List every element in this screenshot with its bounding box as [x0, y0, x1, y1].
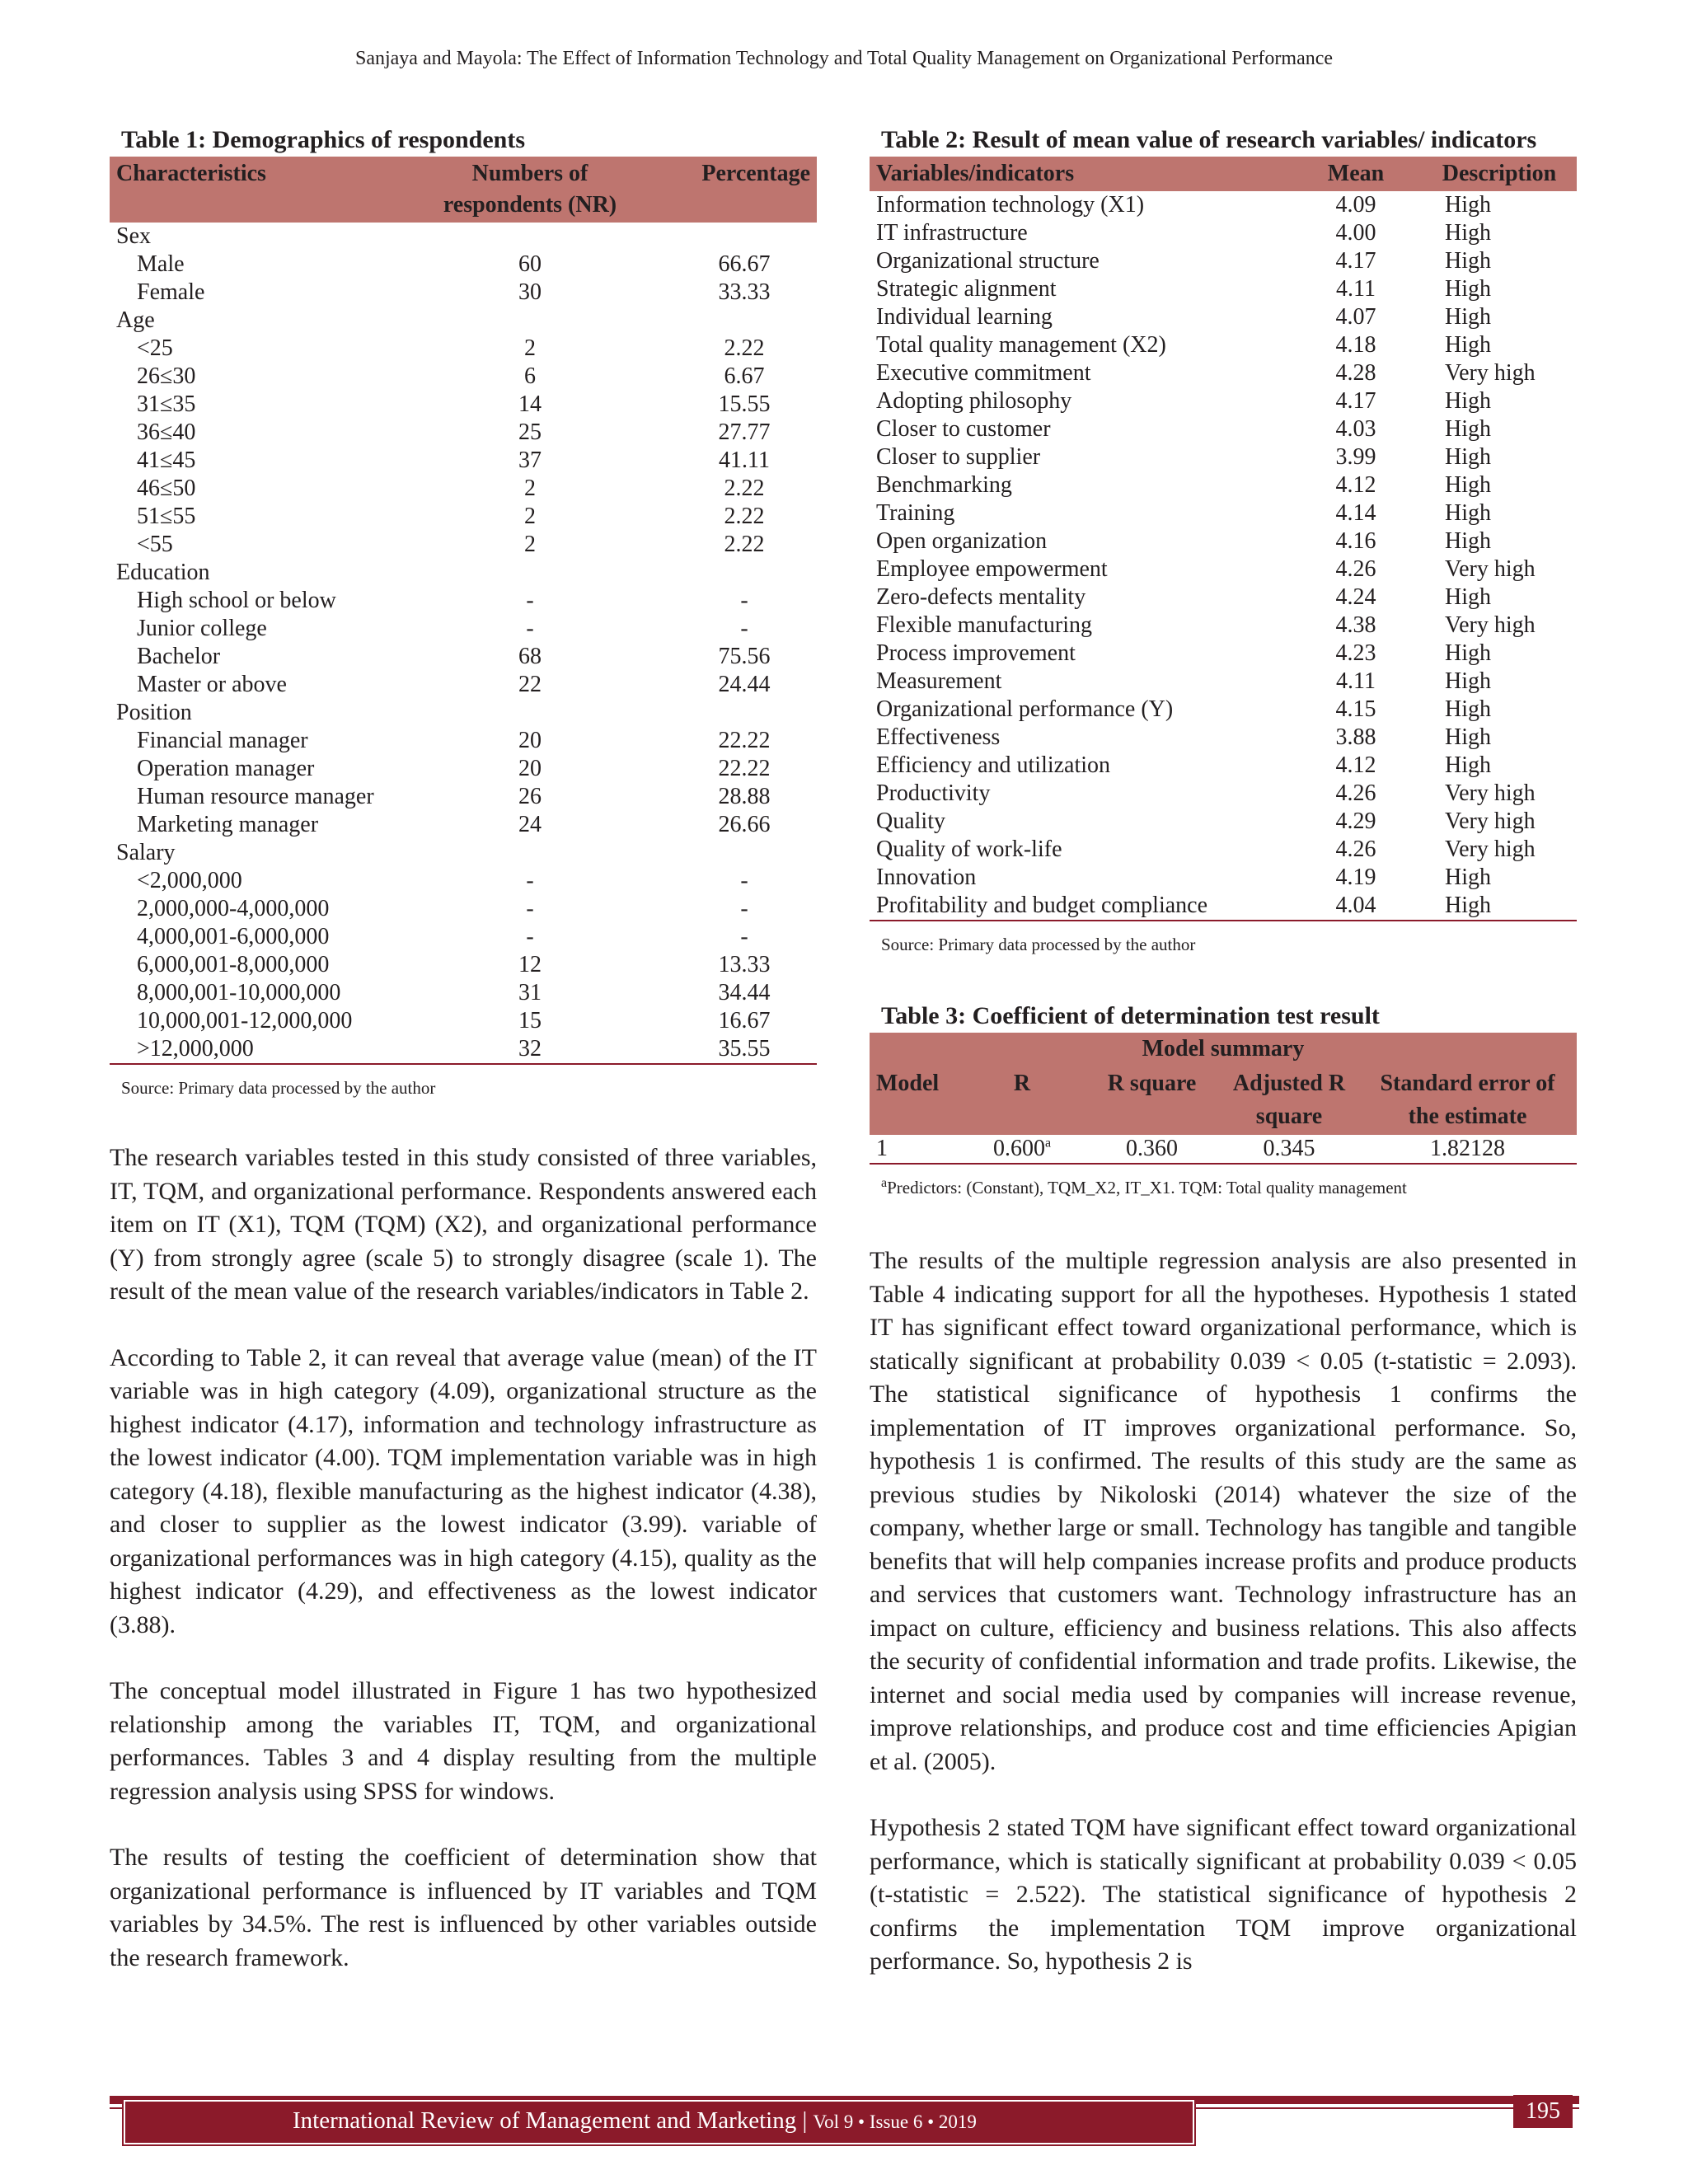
table-row — [870, 583, 1577, 612]
table-row — [870, 499, 1577, 527]
table2-cell-mean: 4.11 — [1336, 276, 1376, 302]
table1-cell-characteristic: 10,000,001-12,000,000 — [137, 1008, 353, 1033]
table1-cell-percentage: - — [740, 868, 748, 893]
table1-cell-percentage: 2.22 — [724, 504, 765, 529]
table1-cell-percentage — [629, 307, 817, 335]
table2-cell-description: High — [1445, 248, 1491, 274]
table2-cell-description: High — [1445, 472, 1491, 498]
table-row — [870, 303, 1577, 331]
table3-footnote: $^a$Predictors: (Constant), TQM_X2, IT_X1. TQM: Total quality management — [881, 1176, 1407, 1197]
table1-cell-characteristic: Operation manager — [137, 756, 315, 781]
table1-header-percentage: Percentage — [629, 157, 817, 223]
table-row — [870, 555, 1577, 583]
table2-cell-description: Very high — [1445, 612, 1536, 638]
table-row — [110, 335, 817, 363]
table1-cell-number: 20 — [518, 756, 542, 781]
table2-cell-mean: 4.16 — [1335, 528, 1376, 554]
table-row — [870, 892, 1577, 921]
table1-cell-number: 2 — [524, 504, 536, 529]
table-row — [110, 867, 817, 895]
table1-cell-percentage: 13.33 — [718, 952, 771, 977]
left-paragraph-3: The conceptual model illustrated in Figure 1 has two hypothesized relationship among the variables IT, TQM, and organizational performances. Tables 3 and 4 display resulting from the multiple regression analysis using SPSS for windows. — [110, 1677, 817, 1805]
table3-r-superscript: a — [1044, 1136, 1052, 1151]
table2-cell-description: High — [1445, 696, 1491, 722]
table2-cell-variable: Zero-defects mentality — [876, 584, 1086, 610]
table1-cell-characteristic: Female — [137, 279, 205, 305]
table2-source: Source: Primary data processed by the author — [881, 935, 1196, 954]
table2-cell-description: High — [1445, 640, 1491, 666]
coefficient-table — [870, 1033, 1577, 1165]
table2-cell-description: High — [1445, 332, 1491, 358]
table2-cell-variable: Information technology (X1) — [876, 192, 1145, 218]
table2-cell-description: High — [1445, 500, 1491, 526]
table1-cell-number: 26 — [518, 784, 542, 809]
table-row — [870, 471, 1577, 499]
table1-cell-percentage — [629, 559, 817, 587]
table2-cell-mean: 4.09 — [1335, 192, 1376, 218]
table2-cell-mean: 4.24 — [1335, 584, 1376, 610]
table1-cell-percentage: 22.22 — [718, 756, 771, 781]
table2-cell-variable: Benchmarking — [876, 472, 1012, 498]
table1-cell-number: 30 — [518, 279, 542, 305]
table1-cell-characteristic: Education — [116, 560, 210, 585]
table3-cell-std-error: 1.82128 — [1358, 1135, 1577, 1164]
table-row — [870, 696, 1577, 724]
table1-cell-characteristic: Salary — [116, 840, 176, 865]
table-row — [110, 307, 817, 335]
table2-cell-description: High — [1445, 528, 1491, 554]
table1-cell-percentage: 15.55 — [718, 391, 771, 417]
table2-cell-mean: 4.14 — [1335, 500, 1376, 526]
table-row — [870, 275, 1577, 303]
table1-cell-characteristic: 51≤55 — [137, 504, 196, 529]
table1-cell-percentage: - — [740, 616, 748, 641]
table1-cell-characteristic: <55 — [137, 532, 173, 557]
table-row — [870, 387, 1577, 415]
table1-cell-number: - — [526, 896, 534, 921]
table3-cell-r-square: 0.360 — [1084, 1135, 1220, 1164]
table-row — [110, 503, 817, 531]
table2-cell-mean: 4.03 — [1335, 416, 1376, 442]
table1-cell-percentage: 41.11 — [719, 448, 770, 473]
table-row — [110, 755, 817, 783]
table2-cell-mean: 4.04 — [1290, 892, 1422, 921]
table-row — [110, 811, 817, 839]
table1-cell-percentage — [629, 699, 817, 727]
table2-cell-mean: 4.29 — [1335, 808, 1376, 834]
table2-cell-description: High — [1445, 388, 1491, 414]
table1-cell-percentage: 2.22 — [724, 335, 765, 361]
table1-cell-characteristic: 41≤45 — [137, 448, 196, 473]
table1-cell-number: 2 — [524, 335, 536, 361]
table-row — [110, 979, 817, 1007]
table2-cell-mean: 4.17 — [1335, 248, 1376, 274]
table2-cell-description: High — [1445, 668, 1491, 694]
table2-cell-variable: Organizational performance (Y) — [876, 696, 1174, 722]
table-row — [870, 808, 1577, 836]
table1-cell-percentage: 35.55 — [629, 1035, 817, 1064]
table-row — [110, 727, 817, 755]
table2-cell-variable: Innovation — [876, 865, 977, 890]
table2-cell-description: High — [1445, 724, 1491, 750]
table1-cell-percentage: 75.56 — [718, 644, 771, 669]
table-row — [870, 191, 1577, 219]
table-row — [870, 415, 1577, 443]
table-row — [110, 391, 817, 419]
table2-cell-description: High — [1422, 892, 1577, 921]
table1-cell-number: 32 — [431, 1035, 629, 1064]
table2-cell-variable: Executive commitment — [876, 360, 1091, 386]
table1-cell-percentage: 66.67 — [718, 251, 771, 277]
table1-cell-number — [431, 839, 629, 867]
table1-cell-percentage: - — [740, 588, 748, 613]
table-row — [110, 251, 817, 279]
table3-cell-r: 0.600$^a$ — [960, 1135, 1084, 1164]
table-row — [870, 668, 1577, 696]
table-row — [110, 559, 817, 587]
table1-cell-percentage: 34.44 — [718, 980, 771, 1005]
table1-cell-characteristic: 4,000,001-6,000,000 — [137, 924, 330, 949]
table1-cell-number: 25 — [518, 419, 542, 445]
table2-cell-variable: Productivity — [876, 780, 991, 806]
table1-cell-number — [431, 699, 629, 727]
table-row — [110, 671, 817, 699]
table1-cell-percentage — [629, 839, 817, 867]
table1-cell-percentage: 16.67 — [718, 1008, 771, 1033]
table2-cell-description: High — [1445, 276, 1491, 302]
table-row — [870, 864, 1577, 892]
table1-cell-characteristic: Financial manager — [137, 728, 308, 753]
table2-cell-variable: Training — [876, 500, 955, 526]
table-row — [870, 752, 1577, 780]
table2-cell-mean: 4.26 — [1335, 556, 1376, 582]
right-paragraph-2: Hypothesis 2 stated TQM have significant effect toward organizational performance, which is statically significant at probability 0.039 < 0.05 (t-statistic = 2.522). The statistical significance of hypothesis 2 confirms the implementation TQM improve organizational performance. So, hypothesis 2 is — [870, 1814, 1577, 1975]
table2-cell-variable: Efficiency and utilization — [876, 752, 1111, 778]
table2-cell-mean: 3.99 — [1335, 444, 1376, 470]
table2-cell-variable: Closer to supplier — [876, 444, 1041, 470]
table1-cell-number: - — [526, 924, 534, 949]
table1-cell-number: 31 — [518, 980, 542, 1005]
table1-cell-number: - — [526, 616, 534, 641]
table1-cell-characteristic: >12,000,000 — [110, 1035, 431, 1064]
table2-cell-description: Very high — [1445, 808, 1536, 834]
table1-cell-characteristic: 46≤50 — [137, 476, 196, 501]
table1-cell-characteristic: Bachelor — [137, 644, 221, 669]
table2-caption: Table 2: Result of mean value of research variables/ indicators — [881, 126, 1537, 153]
table1-cell-characteristic: 8,000,001-10,000,000 — [137, 980, 341, 1005]
table1-cell-percentage: 2.22 — [724, 476, 765, 501]
table2-cell-mean: 4.26 — [1335, 837, 1376, 862]
table2-cell-description: Very high — [1445, 556, 1536, 582]
table2-cell-description: Very high — [1445, 780, 1536, 806]
table1-header-characteristics: Characteristics — [110, 157, 431, 223]
table2-cell-mean: 4.18 — [1335, 332, 1376, 358]
table2-cell-description: High — [1445, 192, 1491, 218]
table1-cell-number — [431, 559, 629, 587]
table2-cell-mean: 4.26 — [1335, 780, 1376, 806]
table-row — [110, 923, 817, 951]
left-paragraph-1: The research variables tested in this study consisted of three variables, IT, TQM, and organizational performance. Respondents answered each item on IT (X1), TQM (TQM) (X2), and organizational performance (Y) from strongly agree (scale 5) to strongly disagree (scale 1). The result of the mean value of the research variables/indicators in Table 2. — [110, 1144, 817, 1305]
table2-cell-mean: 4.12 — [1335, 472, 1376, 498]
table-row — [870, 359, 1577, 387]
table1-cell-characteristic: Marketing manager — [137, 812, 319, 837]
right-paragraph-1: The results of the multiple regression analysis are also presented in Table 4 indicating support for all the hypotheses. Hypothesis 1 stated IT has significant effect toward organizational performance, which is statically significant at probability 0.039 < 0.05 (t-statistic = 2.093). The statistical significance of hypothesis 1 confirms the implementation of IT improves organizational performance. So, hypothesis 1 is confirmed. The results of this study are the same as previous studies by Nikoloski (2014) whatever the size of the company, whether large or small. Technology has tangible and tangible benefits that will help companies increase profits and produce products and services that customers want. Technology infrastructure has an impact on culture, efficiency and business relations. This also affects the security of confidential information and trade profits. Likewise, the internet and social media used by companies will increase revenue, improve relationships, and produce cost and time efficiencies Apigian et al. (2005). — [870, 1247, 1577, 1775]
table2-cell-mean: 4.28 — [1335, 360, 1376, 386]
table2-cell-mean: 4.11 — [1336, 668, 1376, 694]
left-column — [110, 124, 817, 1975]
table-row — [870, 527, 1577, 555]
table2-cell-description: High — [1445, 752, 1491, 778]
table2-cell-variable: Strategic alignment — [876, 276, 1057, 302]
table1-cell-percentage: 27.77 — [718, 419, 771, 445]
table3-summary-label: Model summary — [870, 1033, 1577, 1066]
table1-cell-percentage: 28.88 — [718, 784, 771, 809]
table-row — [110, 447, 817, 475]
table1-cell-number: 68 — [518, 644, 542, 669]
table2-cell-variable: Open organization — [876, 528, 1048, 554]
table-row — [110, 615, 817, 643]
table1-cell-characteristic: 6,000,001-8,000,000 — [137, 952, 330, 977]
table-row — [110, 531, 817, 559]
footer-issue: Vol 9 • Issue 6 • 2019 — [813, 2111, 977, 2132]
table3-header-r: R — [960, 1066, 1084, 1135]
table-row — [870, 724, 1577, 752]
table1-caption: Table 1: Demographics of respondents — [121, 126, 526, 153]
table2-cell-mean: 4.19 — [1335, 865, 1376, 890]
table2-cell-variable: Organizational structure — [876, 248, 1100, 274]
table2-cell-variable: Closer to customer — [876, 416, 1051, 442]
left-paragraph-4: The results of testing the coefficient of determination show that organizational performance is influenced by IT variables and TQM variables by 34.5%. The rest is influenced by other variables outside the research framework. — [110, 1844, 817, 1971]
table-row — [870, 331, 1577, 359]
demographics-table — [110, 157, 817, 1065]
table-row — [110, 1035, 817, 1064]
footer-journal: International Review of Management and Marketing | Vol 9 • Issue 6 • 2019 — [293, 2107, 977, 2134]
table2-cell-mean: 4.23 — [1335, 640, 1376, 666]
left-paragraph-2: According to Table 2, it can reveal that average value (mean) of the IT variable was in high category (4.09), organizational structure as the highest indicator (4.17), information and technology infrastructure as the lowest indicator (4.00). TQM implementation variable was in high category (4.18), flexible manufacturing as the highest indicator (4.38), and closer to supplier as the lowest indicator (3.99). variable of organizational performances was in high category (4.15), quality as the highest indicator (4.29), and effectiveness as the lowest indicator (3.88). — [110, 1343, 817, 1638]
table1-cell-percentage: 2.22 — [724, 532, 765, 557]
table3-header-r-square: R square — [1084, 1066, 1220, 1135]
table2-cell-variable: Quality — [876, 808, 945, 834]
table-row — [110, 951, 817, 979]
table1-header-numbers: Numbers of respondents (NR) — [431, 157, 629, 223]
table-row — [110, 895, 817, 923]
table2-cell-description: Very high — [1445, 837, 1536, 862]
table1-cell-number: - — [526, 588, 534, 613]
table2-cell-variable: Individual learning — [876, 304, 1053, 330]
table1-cell-characteristic: High school or below — [137, 588, 336, 613]
table1-cell-characteristic: 36≤40 — [137, 419, 196, 445]
table1-cell-characteristic: Junior college — [137, 616, 267, 641]
table2-header-variables: Variables/indicators — [870, 157, 1290, 191]
table1-cell-number: 20 — [518, 728, 542, 753]
table1-cell-percentage: - — [740, 924, 748, 949]
table1-cell-percentage: 33.33 — [718, 279, 771, 305]
table-row — [110, 419, 817, 447]
table-row — [110, 587, 817, 615]
table-row — [110, 363, 817, 391]
table2-cell-mean: 4.17 — [1335, 388, 1376, 414]
table2-cell-variable: Quality of work-life — [876, 837, 1062, 862]
table1-cell-number: 15 — [518, 1008, 542, 1033]
table2-cell-variable: Total quality management (X2) — [876, 332, 1166, 358]
table1-cell-percentage: 6.67 — [724, 363, 765, 389]
table-row — [110, 223, 817, 251]
table2-cell-mean: 4.38 — [1335, 612, 1376, 638]
table2-cell-variable: IT infrastructure — [876, 220, 1028, 246]
table2-cell-variable: Process improvement — [876, 640, 1076, 666]
table1-cell-number: 6 — [524, 363, 536, 389]
table1-cell-number — [431, 307, 629, 335]
table-row — [870, 640, 1577, 668]
table1-cell-number: 37 — [518, 448, 542, 473]
table-row — [870, 836, 1577, 864]
table1-source: Source: Primary data processed by the author — [121, 1078, 436, 1098]
table2-cell-description: High — [1445, 304, 1491, 330]
table3-cell-adjusted: 0.345 — [1220, 1135, 1358, 1164]
table2-cell-variable: Measurement — [876, 668, 1002, 694]
table2-cell-description: High — [1445, 444, 1491, 470]
table2-cell-description: High — [1445, 416, 1491, 442]
table-row — [110, 699, 817, 727]
table1-cell-characteristic: Male — [137, 251, 185, 277]
table1-cell-number: 12 — [518, 952, 542, 977]
table1-cell-number: - — [526, 868, 534, 893]
table1-cell-number: 22 — [518, 672, 542, 697]
page-number: 195 — [1513, 2095, 1573, 2128]
table-row — [870, 780, 1577, 808]
table1-cell-characteristic: 2,000,000-4,000,000 — [137, 896, 330, 921]
table-row — [870, 1135, 1577, 1164]
table-row — [870, 612, 1577, 640]
table1-cell-number — [431, 223, 629, 251]
table-row — [110, 783, 817, 811]
table-row — [110, 839, 817, 867]
table1-cell-percentage: 22.22 — [718, 728, 771, 753]
mean-values-table — [870, 157, 1577, 921]
table1-cell-percentage — [629, 223, 817, 251]
table2-cell-variable: Effectiveness — [876, 724, 1001, 750]
table-row — [110, 643, 817, 671]
table1-cell-number: 24 — [518, 812, 542, 837]
table1-cell-characteristic: <25 — [137, 335, 173, 361]
table1-cell-characteristic: Age — [116, 307, 155, 333]
table1-cell-number: 14 — [518, 391, 542, 417]
table1-cell-characteristic: Human resource manager — [137, 784, 374, 809]
table-row — [870, 443, 1577, 471]
table2-cell-variable: Flexible manufacturing — [876, 612, 1093, 638]
table-row — [110, 475, 817, 503]
table2-header-mean: Mean — [1290, 157, 1422, 191]
table-row — [870, 219, 1577, 247]
table2-cell-description: High — [1445, 220, 1491, 246]
table1-cell-characteristic: Master or above — [137, 672, 287, 697]
right-column — [870, 124, 1577, 1979]
table1-cell-characteristic: Position — [116, 700, 192, 725]
table2-cell-description: High — [1445, 584, 1491, 610]
table3-header-std-error: Standard error of the estimate — [1358, 1066, 1577, 1135]
table2-cell-variable: Profitability and budget compliance — [870, 892, 1290, 921]
table3-header-adjusted: Adjusted R square — [1220, 1066, 1358, 1135]
table1-cell-number: 60 — [518, 251, 542, 277]
table-row — [870, 247, 1577, 275]
table1-cell-number: 2 — [524, 476, 536, 501]
table2-cell-variable: Adopting philosophy — [876, 388, 1072, 414]
table2-cell-mean: 4.15 — [1335, 696, 1376, 722]
table3-header-model: Model — [870, 1066, 960, 1135]
table3-caption: Table 3: Coefficient of determination test result — [881, 1002, 1380, 1029]
table1-cell-characteristic: <2,000,000 — [137, 868, 242, 893]
table2-cell-mean: 4.00 — [1335, 220, 1376, 246]
running-head: Sanjaya and Mayola: The Effect of Information Technology and Total Quality Management on Organizational Performance — [354, 48, 1334, 69]
table2-cell-description: Very high — [1445, 360, 1536, 386]
table1-cell-percentage: 24.44 — [718, 672, 771, 697]
table2-header-description: Description — [1422, 157, 1577, 191]
table1-cell-characteristic: 26≤30 — [137, 363, 196, 389]
table2-cell-variable: Employee empowerment — [876, 556, 1108, 582]
table1-cell-characteristic: 31≤35 — [137, 391, 196, 417]
table2-cell-mean: 4.07 — [1335, 304, 1376, 330]
table1-cell-percentage: 26.66 — [718, 812, 771, 837]
table1-cell-number: 2 — [524, 532, 536, 557]
table1-cell-percentage: - — [740, 896, 748, 921]
table2-cell-mean: 4.12 — [1335, 752, 1376, 778]
table-row — [110, 279, 817, 307]
table2-cell-description: High — [1445, 865, 1491, 890]
table-row — [110, 1007, 817, 1035]
table2-cell-mean: 3.88 — [1335, 724, 1376, 750]
table1-cell-characteristic: Sex — [116, 223, 151, 249]
table3-cell-model: 1 — [870, 1135, 960, 1164]
